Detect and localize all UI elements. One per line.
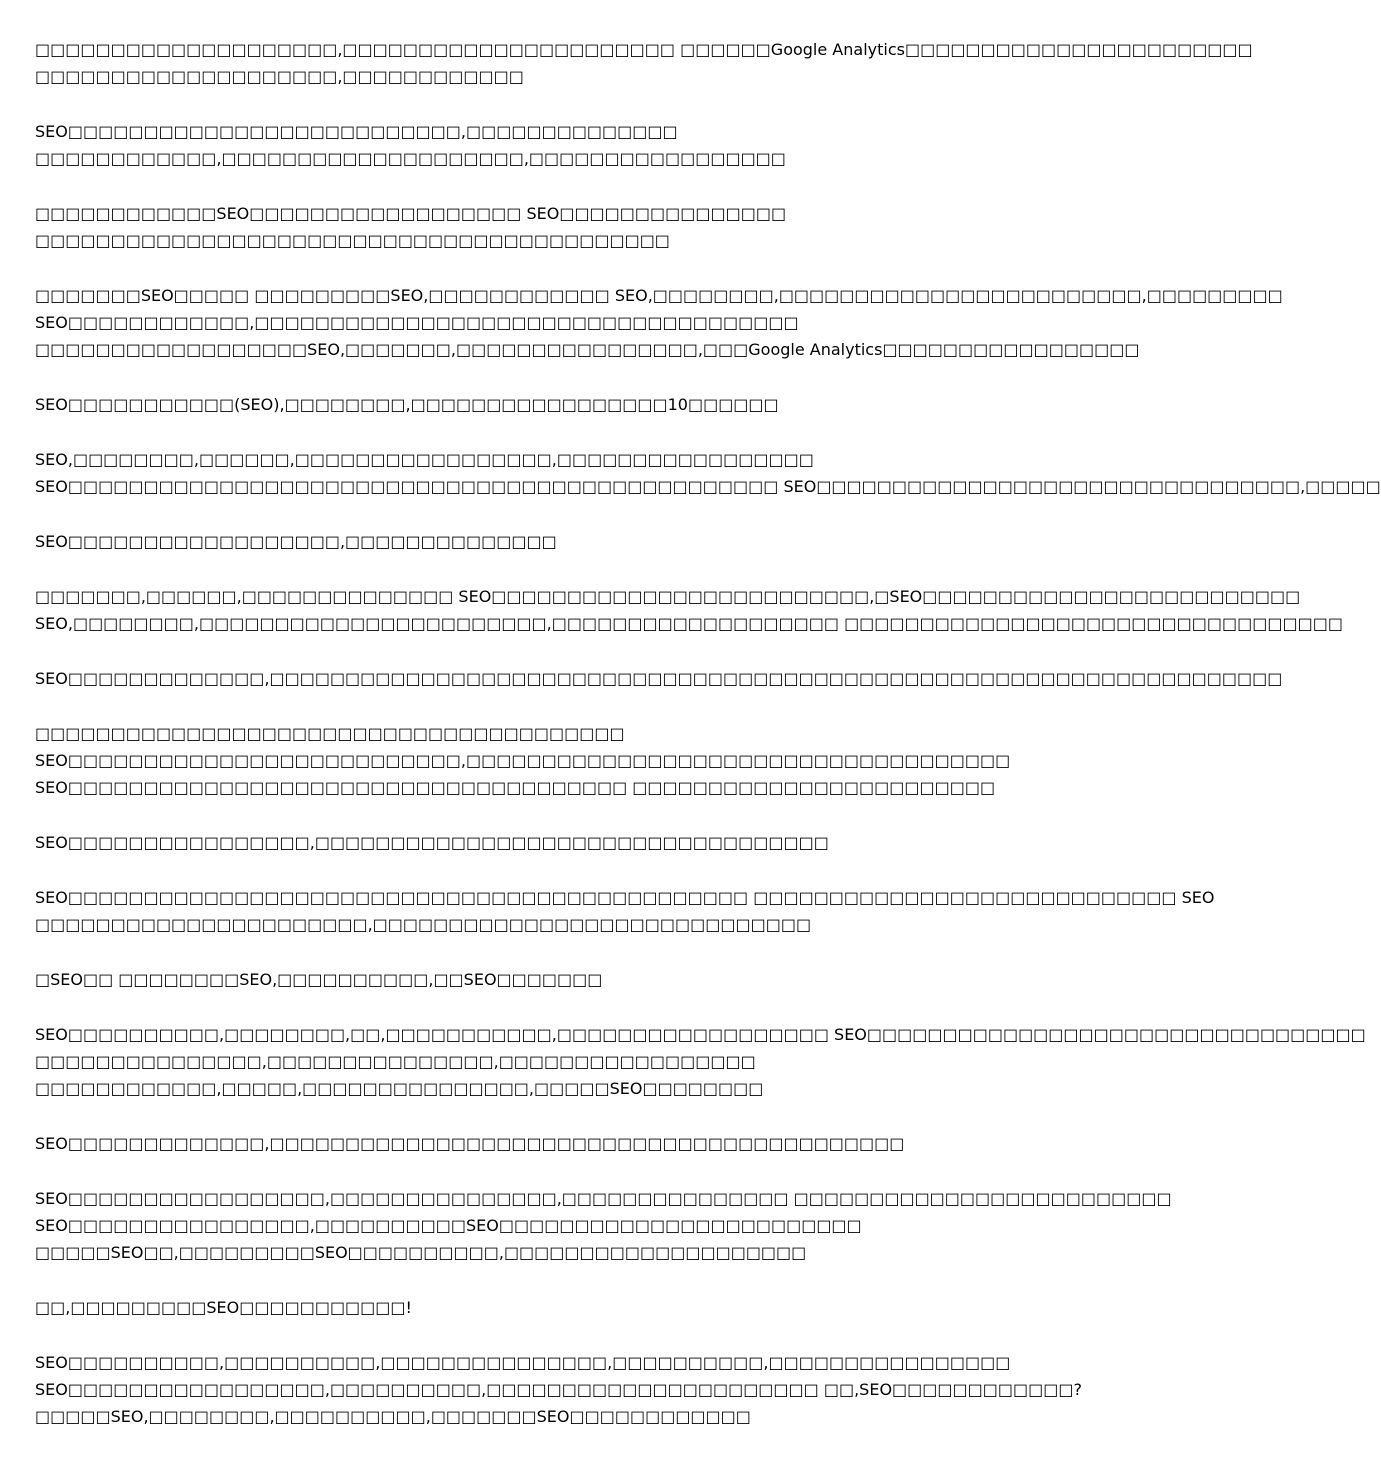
paragraph bbox=[35, 36, 1253, 90]
text-line: □□□□□□□□□□□□□□□,□□□□□□□□□□□□□□□,□□□□□□□□□□□□□□□□□ bbox=[35, 1052, 756, 1071]
paragraph bbox=[35, 1130, 995, 1157]
paragraph bbox=[35, 583, 1343, 637]
text-line: SEO□□□□□□□□□□□(SEO),□□□□□□□□,□□□□□□□□□□□□□□□□□10□□□□□□ bbox=[35, 395, 779, 414]
text-line: SEO□□□□□□□□□□□□□□□□,□□□□□□□□□□SEO□□□□□□□□□□□□□□□□□□□□□□□□ bbox=[35, 1216, 862, 1235]
text-line: SEO□□□□□□□□□□□□□□□□□□□□□□□□□□□□□□□□□□□□□ □□□□□□□□□□□□□□□□□□□□□□□□ bbox=[35, 778, 996, 797]
text-line: SEO□□□□□□□□□□□□□□□□□□□□□□□□□□□□□□□□□□□□□□□□□□□□□□□ SEO□□□□□□□□□□□□□□□□□□□□□□□□□□□□□□□□,□□□□□ bbox=[35, 477, 1381, 496]
text-line: □□□□□□□□□□□□□□□□□□□□□□,□□□□□□□□□□□□□□□□□□□□□□□□□□□□□ bbox=[35, 915, 812, 934]
text-line: □SEO□□ □□□□□□□□SEO,□□□□□□□□□□,□□SEO□□□□□□□ bbox=[35, 970, 603, 989]
text-line: SEO□□□□□□□□□□,□□□□□□□□,□□,□□□□□□□□□□□,□□□□□□□□□□□□□□□□□□ SEO□□□□□□□□□□□□□□□□□□□□□□□□□□□□□□□□□ bbox=[35, 1025, 1366, 1044]
text-line: SEO,□□□□□□□□,□□□□□□□□□□□□□□□□□□□□□□□,□□□□□□□□□□□□□□□□□□□ □□□□□□□□□□□□□□□□□□□□□□□□□□□□□□□□□ bbox=[35, 614, 1343, 633]
text-line: SEO□□□□□□□□□□,□□□□□□□□□□,□□□□□□□□□□□□□□□,□□□□□□□□□□,□□□□□□□□□□□□□□□□ bbox=[35, 1353, 1011, 1372]
text-line: SEO□□□□□□□□□□□□□□□□□□□□□□□□□□,□□□□□□□□□□□□□□ bbox=[35, 122, 678, 141]
text-line: □□□□□□□SEO□□□□□ □□□□□□□□□SEO,□□□□□□□□□□□□ SEO,□□□□□□□□,□□□□□□□□□□□□□□□□□□□□□□□□,□□□□□□□□□ bbox=[35, 286, 1283, 305]
text-line: □□□□□□□□□□□□,□□□□□□□□□□□□□□□□□□□□,□□□□□□□□□□□□□□□□□ bbox=[35, 149, 786, 168]
paragraph bbox=[35, 829, 995, 856]
paragraph bbox=[35, 391, 995, 418]
paragraph bbox=[35, 966, 995, 993]
paragraph bbox=[35, 446, 1381, 500]
text-line: □□□□□□□□□□□□□□□□□□SEO,□□□□□□□,□□□□□□□□□□□□□□□□,□□□Google Analytics□□□□□□□□□□□□□□□□□ bbox=[35, 340, 1140, 359]
text-line: SEO□□□□□□□□□□□□□□□□□□□□□□□□□□,□□□□□□□□□□□□□□□□□□□□□□□□□□□□□□□□□□□□ bbox=[35, 751, 1011, 770]
paragraph bbox=[35, 1294, 995, 1321]
text-line: □□□□□□□□□□□□,□□□□□,□□□□□□□□□□□□□□□,□□□□□SEO□□□□□□□□ bbox=[35, 1079, 764, 1098]
paragraph bbox=[35, 665, 1283, 692]
text-line: SEO□□□□□□□□□□□□□□□□□,□□□□□□□□□□□□□□□,□□□□□□□□□□□□□□□ □□□□□□□□□□□□□□□□□□□□□□□□□ bbox=[35, 1189, 1172, 1208]
text-line: □□,□□□□□□□□□SEO□□□□□□□□□□□! bbox=[35, 1298, 412, 1317]
text-line: SEO,□□□□□□□□,□□□□□□,□□□□□□□□□□□□□□□□□,□□□□□□□□□□□□□□□□□ bbox=[35, 450, 814, 469]
text-line: □□□□□□□□□□□□□□□□□□□□,□□□□□□□□□□□□ bbox=[35, 67, 524, 86]
text-line: SEO□□□□□□□□□□□□□□□□□□,□□□□□□□□□□□□□□ bbox=[35, 532, 557, 551]
text-line: □□□□□SEO□□,□□□□□□□□□SEO□□□□□□□□□□,□□□□□□□□□□□□□□□□□□□□ bbox=[35, 1243, 807, 1262]
text-line: SEO□□□□□□□□□□□□□,□□□□□□□□□□□□□□□□□□□□□□□□□□□□□□□□□□□□□□□□□□□□□□□□□□□□□□□□□□□□□□□□□□□ bbox=[35, 669, 1283, 688]
text-line: □□□□□□□□□□□□□□□□□□□□□□□□□□□□□□□□□□□□□□□ bbox=[35, 724, 625, 743]
text-line: SEO□□□□□□□□□□□□,□□□□□□□□□□□□□□□□□□□□□□□□□□□□□□□□□□□□ bbox=[35, 313, 799, 332]
paragraph bbox=[35, 1021, 1366, 1102]
text-line: □□□□□□□□□□□□□□□□□□□□□□□□□□□□□□□□□□□□□□□□□□ bbox=[35, 231, 670, 250]
text-line: SEO□□□□□□□□□□□□□□□□,□□□□□□□□□□□□□□□□□□□□□□□□□□□□□□□□□□ bbox=[35, 833, 829, 852]
paragraph bbox=[35, 528, 995, 555]
paragraph bbox=[35, 884, 1215, 938]
text-line: SEO□□□□□□□□□□□□□□□□□,□□□□□□□□□□,□□□□□□□□□□□□□□□□□□□□□□ □□,SEO□□□□□□□□□□□□? bbox=[35, 1380, 1082, 1399]
text-line: □□□□□□□□□□□□SEO□□□□□□□□□□□□□□□□□□ SEO□□□□□□□□□□□□□□□ bbox=[35, 204, 787, 223]
document-body bbox=[35, 36, 1381, 1458]
paragraph bbox=[35, 720, 1011, 801]
text-line: □□□□□□□□□□□□□□□□□□□□,□□□□□□□□□□□□□□□□□□□□□□ □□□□□□Google Analytics□□□□□□□□□□□□□□□□□□□□□□□ bbox=[35, 40, 1253, 59]
paragraph bbox=[35, 200, 995, 254]
paragraph bbox=[35, 1349, 1082, 1430]
text-line: SEO□□□□□□□□□□□□□,□□□□□□□□□□□□□□□□□□□□□□□□□□□□□□□□□□□□□□□□□□ bbox=[35, 1134, 905, 1153]
paragraph bbox=[35, 118, 995, 172]
paragraph bbox=[35, 1185, 1172, 1266]
text-line: □□□□□SEO,□□□□□□□□,□□□□□□□□□□,□□□□□□□SEO□□□□□□□□□□□□ bbox=[35, 1407, 751, 1426]
text-line: SEO□□□□□□□□□□□□□□□□□□□□□□□□□□□□□□□□□□□□□□□□□□□□□ □□□□□□□□□□□□□□□□□□□□□□□□□□□□ SEO bbox=[35, 888, 1215, 907]
paragraph bbox=[35, 282, 1283, 363]
text-line: □□□□□□□,□□□□□□,□□□□□□□□□□□□□□ SEO□□□□□□□□□□□□□□□□□□□□□□□□□,□SEO□□□□□□□□□□□□□□□□□□□□□□□□□ bbox=[35, 587, 1301, 606]
